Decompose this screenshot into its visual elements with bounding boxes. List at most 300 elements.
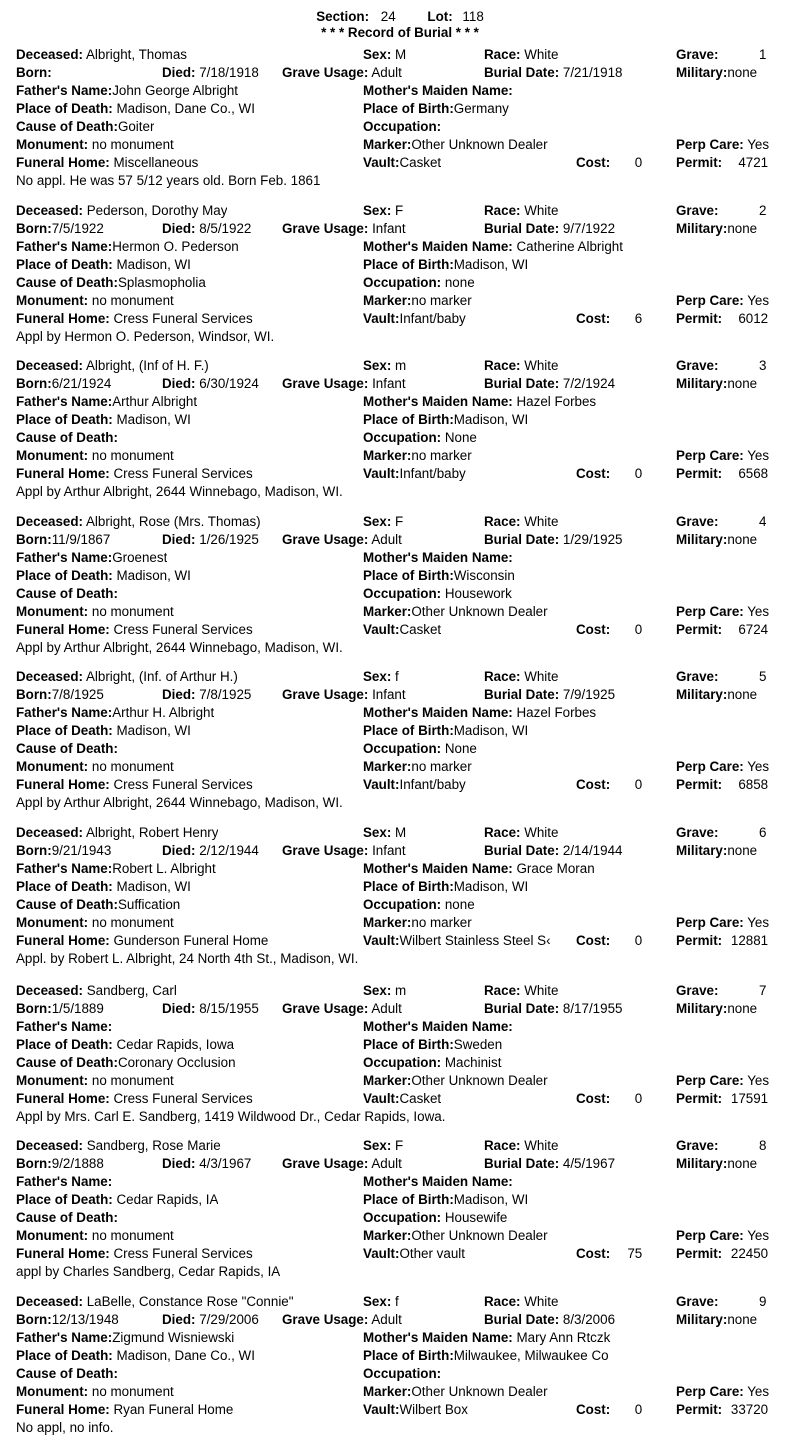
- record-note: [16, 639, 796, 657]
- race-value: White: [524, 47, 559, 62]
- record-line: [16, 878, 796, 896]
- permit-field: [676, 776, 768, 794]
- note-value: Appl by Arthur Albright, 2644 Winnebago, Madison, WI.: [16, 795, 343, 810]
- vault-field: [363, 1245, 573, 1263]
- field-label: Place of Birth:: [363, 1348, 454, 1363]
- cause-of-death-field: [16, 274, 206, 292]
- field-label: Burial Date:: [484, 843, 560, 858]
- field-label: Marker:: [363, 448, 412, 463]
- place-of-death-field: [16, 1191, 218, 1209]
- deceased-field: [16, 824, 218, 842]
- deceased-field: [16, 46, 187, 64]
- record-line: [16, 375, 796, 393]
- field-label: Born:: [16, 376, 52, 391]
- marker-field: [363, 758, 633, 776]
- cost-value: 0: [634, 1402, 643, 1417]
- permit-value: 6012: [738, 311, 769, 326]
- record-line: [16, 860, 796, 878]
- field-label: Occupation:: [363, 586, 442, 601]
- record-line: [16, 1036, 796, 1054]
- race-field: [484, 668, 672, 686]
- grave-value: 3: [758, 358, 767, 373]
- field-label: Place of Death:: [16, 1192, 113, 1207]
- field-label: Died:: [162, 532, 196, 547]
- permit-value: 33720: [730, 1402, 769, 1417]
- race-value: White: [524, 1138, 559, 1153]
- record-line: [16, 465, 796, 483]
- field-label: Place of Birth:: [363, 101, 454, 116]
- field-label: Cause of Death:: [16, 1210, 118, 1225]
- field-label: Grave:: [676, 983, 719, 998]
- grave-usage-field: [282, 64, 402, 82]
- race-field: [484, 357, 672, 375]
- mother-field: [363, 1018, 633, 1036]
- marker-field: [363, 603, 633, 621]
- cost-field: [576, 310, 646, 328]
- field-label: Burial Date:: [484, 532, 560, 547]
- field-label: Deceased:: [16, 1294, 83, 1309]
- place-of-birth-value: Madison, WI: [453, 257, 529, 272]
- record-line: [16, 82, 796, 100]
- grave-field: [676, 668, 766, 686]
- field-label: Father's Name:: [16, 1330, 113, 1345]
- place-of-death-field: [16, 1036, 234, 1054]
- record-line: [16, 842, 796, 860]
- mother-value: Hazel Forbes: [516, 705, 597, 720]
- funeral-home-value: Ryan Funeral Home: [113, 1402, 234, 1417]
- vault-field: [363, 465, 573, 483]
- field-label: Funeral Home:: [16, 777, 110, 792]
- marker-value: Other Unknown Dealer: [411, 1073, 548, 1088]
- vault-value: Infant/baby: [399, 466, 466, 481]
- record-line: [16, 758, 796, 776]
- perp-care-value: Yes: [747, 1073, 770, 1088]
- field-label: Grave:: [676, 47, 719, 62]
- field-label: Grave Usage:: [282, 65, 369, 80]
- cost-value: 0: [634, 466, 643, 481]
- field-label: Grave Usage:: [282, 1312, 369, 1327]
- field-label: Died:: [162, 843, 196, 858]
- field-label: Father's Name:: [16, 861, 113, 876]
- funeral-home-field: [16, 1090, 253, 1108]
- permit-field: [676, 1245, 768, 1263]
- record-line: [16, 1137, 796, 1155]
- cost-value: 75: [627, 1246, 643, 1261]
- cause-of-death-field: [16, 1054, 236, 1072]
- field-label: Grave:: [676, 203, 719, 218]
- record-line: [16, 310, 796, 328]
- deceased-value: Sandberg, Rose Marie: [86, 1138, 221, 1153]
- place-of-birth-field: [363, 722, 633, 740]
- field-label: Deceased:: [16, 825, 83, 840]
- burial-date-field: [484, 842, 672, 860]
- vault-field: [363, 776, 573, 794]
- field-label: Mother's Maiden Name:: [363, 550, 513, 565]
- race-value: White: [524, 1294, 559, 1309]
- born-value: 12/13/1948: [51, 1312, 119, 1327]
- record-note: [16, 172, 796, 190]
- funeral-home-value: Cress Funeral Services: [113, 777, 253, 792]
- field-label: Military:: [676, 1312, 728, 1327]
- died-field: [162, 531, 259, 549]
- deceased-value: Albright, (Inf. of Arthur H.): [85, 669, 238, 684]
- field-label: Sex:: [363, 47, 392, 62]
- record-line: [16, 704, 796, 722]
- mother-field: [363, 1329, 633, 1347]
- sex-value: m: [395, 983, 407, 998]
- record-line: [16, 896, 796, 914]
- cause-of-death-field: [16, 1209, 118, 1227]
- deceased-value: Albright, Rose (Mrs. Thomas): [85, 514, 261, 529]
- field-label: Place of Birth:: [363, 257, 454, 272]
- marker-field: [363, 1383, 633, 1401]
- lot-number: 118: [462, 9, 484, 24]
- funeral-home-field: [16, 932, 268, 950]
- burial-date-field: [484, 1155, 672, 1173]
- race-value: White: [524, 983, 559, 998]
- field-label: Born:: [16, 843, 52, 858]
- field-label: Born:: [16, 532, 52, 547]
- record-line: [16, 740, 796, 758]
- mother-value: Mary Ann Rtczk: [516, 1330, 611, 1345]
- burial-date-field: [484, 64, 672, 82]
- cause-of-death-field: [16, 429, 118, 447]
- race-field: [484, 513, 672, 531]
- marker-value: no marker: [411, 915, 472, 930]
- cause-of-death-field: [16, 118, 154, 136]
- record-line: [16, 776, 796, 794]
- grave-usage-value: Infant: [372, 687, 406, 702]
- occupation-value: Housework: [444, 586, 512, 601]
- died-field: [162, 220, 251, 238]
- field-label: Perp Care:: [676, 604, 744, 619]
- deceased-field: [16, 982, 177, 1000]
- field-label: Perp Care:: [676, 1228, 744, 1243]
- deceased-value: Albright, Thomas: [85, 47, 187, 62]
- place-of-death-field: [16, 567, 191, 585]
- perp-care-value: Yes: [747, 293, 770, 308]
- place-of-birth-value: Madison, WI: [453, 412, 529, 427]
- perp-care-field: [676, 1072, 769, 1090]
- permit-value: 6568: [738, 466, 769, 481]
- grave-field: [676, 1137, 766, 1155]
- record-line: [16, 1054, 796, 1072]
- born-field: [16, 1155, 104, 1173]
- marker-field: [363, 136, 633, 154]
- vault-field: [363, 310, 573, 328]
- perp-care-field: [676, 292, 769, 310]
- field-label: Funeral Home:: [16, 155, 110, 170]
- military-field: [676, 375, 757, 393]
- occupation-field: [363, 274, 633, 292]
- funeral-home-value: Miscellaneous: [113, 155, 199, 170]
- place-of-death-value: Madison, WI: [116, 568, 191, 583]
- record-note: [16, 1419, 796, 1437]
- record-note: [16, 950, 796, 968]
- field-label: Born:: [16, 65, 52, 80]
- funeral-home-field: [16, 1245, 253, 1263]
- field-label: Vault:: [363, 466, 400, 481]
- field-label: Occupation:: [363, 741, 442, 756]
- marker-field: [363, 447, 633, 465]
- record-line: [16, 982, 796, 1000]
- field-label: Grave:: [676, 514, 719, 529]
- place-of-birth-value: Madison, WI: [453, 879, 529, 894]
- record-line: [16, 202, 796, 220]
- died-value: 7/29/2006: [199, 1312, 259, 1327]
- field-label: Grave:: [676, 1138, 719, 1153]
- place-of-death-field: [16, 100, 255, 118]
- place-of-death-value: Madison, WI: [116, 257, 191, 272]
- funeral-home-field: [16, 310, 253, 328]
- field-label: Funeral Home:: [16, 311, 110, 326]
- born-field: [16, 1311, 119, 1329]
- record-line: [16, 686, 796, 704]
- race-field: [484, 982, 672, 1000]
- field-label: Father's Name:: [16, 239, 113, 254]
- vault-field: [363, 1401, 573, 1419]
- sex-value: f: [395, 1294, 399, 1309]
- record-line: [16, 118, 796, 136]
- place-of-birth-field: [363, 878, 633, 896]
- record-note: [16, 328, 796, 346]
- sex-value: F: [395, 1138, 404, 1153]
- field-label: Race:: [484, 203, 521, 218]
- field-label: Military:: [676, 843, 728, 858]
- record-line: [16, 1329, 796, 1347]
- place-of-birth-value: Milwaukee, Milwaukee Co: [453, 1348, 609, 1363]
- record-line: [16, 1000, 796, 1018]
- note-value: Appl. by Robert L. Albright, 24 North 4th St., Madison, WI.: [16, 951, 359, 966]
- born-field: [16, 1000, 104, 1018]
- field-label: Burial Date:: [484, 65, 560, 80]
- note-value: Appl by Arthur Albright, 2644 Winnebago, Madison, WI.: [16, 484, 343, 499]
- place-of-birth-field: [363, 100, 633, 118]
- field-label: Vault:: [363, 311, 400, 326]
- grave-value: 1: [758, 47, 767, 62]
- permit-field: [676, 932, 768, 950]
- place-of-death-value: Madison, Dane Co., WI: [116, 101, 255, 116]
- father-value: Hermon O. Pederson: [112, 239, 239, 254]
- field-label: Perp Care:: [676, 293, 744, 308]
- note-value: Appl by Hermon O. Pederson, Windsor, WI.: [16, 329, 275, 344]
- military-value: none: [727, 376, 758, 391]
- cause-value: Goiter: [117, 119, 155, 134]
- burial-record-grave-5: [16, 668, 796, 808]
- grave-usage-value: Infant: [372, 221, 406, 236]
- field-label: Burial Date:: [484, 1156, 560, 1171]
- field-label: Perp Care:: [676, 1073, 744, 1088]
- grave-field: [676, 982, 766, 1000]
- sex-field: [363, 513, 483, 531]
- field-label: Race:: [484, 1294, 521, 1309]
- field-label: Grave:: [676, 825, 719, 840]
- field-label: Monument:: [16, 604, 89, 619]
- field-label: Funeral Home:: [16, 1091, 110, 1106]
- field-label: Cause of Death:: [16, 430, 118, 445]
- mother-field: [363, 82, 633, 100]
- military-field: [676, 1155, 757, 1173]
- monument-field: [16, 914, 174, 932]
- father-value: John George Albright: [112, 83, 239, 98]
- field-label: Monument:: [16, 1384, 89, 1399]
- father-field: [16, 82, 238, 100]
- field-label: Mother's Maiden Name:: [363, 1174, 513, 1189]
- field-label: Place of Birth:: [363, 412, 454, 427]
- died-field: [162, 375, 259, 393]
- place-of-birth-value: Wisconsin: [453, 568, 515, 583]
- died-value: 6/30/1924: [199, 376, 259, 391]
- occupation-field: [363, 740, 633, 758]
- field-label: Funeral Home:: [16, 466, 110, 481]
- cause-of-death-field: [16, 896, 180, 914]
- mother-field: [363, 393, 633, 411]
- vault-value: Casket: [399, 1091, 442, 1106]
- sex-value: f: [395, 669, 399, 684]
- burial-record-grave-3: [16, 357, 796, 497]
- permit-value: 6724: [738, 622, 769, 637]
- funeral-home-field: [16, 621, 253, 639]
- field-label: Cause of Death:: [16, 275, 118, 290]
- burial-date-field: [484, 686, 672, 704]
- field-label: Deceased:: [16, 514, 83, 529]
- burial-record-grave-4: [16, 513, 796, 653]
- grave-usage-value: Adult: [371, 1312, 402, 1327]
- deceased-field: [16, 357, 209, 375]
- field-label: Father's Name:: [16, 1174, 113, 1189]
- cost-value: 0: [634, 1091, 643, 1106]
- grave-value: 7: [758, 983, 767, 998]
- perp-care-field: [676, 914, 769, 932]
- permit-field: [676, 310, 768, 328]
- field-label: Cost:: [576, 1091, 611, 1106]
- field-label: Cost:: [576, 622, 611, 637]
- sex-field: [363, 668, 483, 686]
- marker-value: no marker: [411, 293, 472, 308]
- cost-value: 0: [634, 622, 643, 637]
- grave-value: 6: [758, 825, 767, 840]
- grave-usage-value: Infant: [372, 843, 406, 858]
- field-label: Monument:: [16, 137, 89, 152]
- perp-care-field: [676, 1383, 769, 1401]
- record-line: [16, 1401, 796, 1419]
- sex-value: F: [395, 514, 404, 529]
- record-line: [16, 154, 796, 172]
- race-field: [484, 1137, 672, 1155]
- grave-usage-value: Adult: [371, 1156, 402, 1171]
- race-value: White: [524, 514, 559, 529]
- cost-value: 0: [634, 155, 643, 170]
- born-value: 9/21/1943: [51, 843, 112, 858]
- born-field: [16, 686, 104, 704]
- mother-field: [363, 238, 633, 256]
- field-label: Race:: [484, 358, 521, 373]
- burial-record-grave-9: [16, 1293, 796, 1433]
- burial-date-value: 8/3/2006: [562, 1312, 616, 1327]
- record-line: [16, 274, 796, 292]
- deceased-value: Pederson, Dorothy May: [86, 203, 228, 218]
- born-value: 11/9/1867: [51, 532, 111, 547]
- deceased-field: [16, 513, 261, 531]
- record-line: [16, 64, 796, 82]
- military-value: none: [727, 843, 758, 858]
- record-note: [16, 1108, 796, 1126]
- field-label: Died:: [162, 65, 196, 80]
- field-label: Deceased:: [16, 983, 83, 998]
- funeral-home-value: Cress Funeral Services: [113, 466, 253, 481]
- mother-value: Catherine Albright: [516, 239, 623, 254]
- occupation-field: [363, 1365, 633, 1383]
- place-of-birth-value: Germany: [453, 101, 509, 116]
- field-label: Permit:: [676, 466, 723, 481]
- field-label: Military:: [676, 532, 728, 547]
- perp-care-value: Yes: [747, 759, 770, 774]
- deceased-value: Albright, Robert Henry: [85, 825, 219, 840]
- cost-field: [576, 621, 646, 639]
- vault-field: [363, 154, 573, 172]
- record-line: [16, 722, 796, 740]
- field-label: Monument:: [16, 915, 89, 930]
- field-label: Vault:: [363, 155, 400, 170]
- vault-value: Casket: [399, 622, 442, 637]
- father-field: [16, 238, 239, 256]
- record-line: [16, 932, 796, 950]
- grave-field: [676, 1293, 766, 1311]
- military-value: none: [727, 532, 758, 547]
- place-of-death-value: Madison, WI: [116, 879, 191, 894]
- monument-field: [16, 1227, 174, 1245]
- field-label: Permit:: [676, 933, 723, 948]
- mother-value: Hazel Forbes: [516, 394, 597, 409]
- deceased-field: [16, 1137, 221, 1155]
- lot-label: Lot:: [427, 9, 453, 24]
- vault-field: [363, 621, 573, 639]
- father-value: Zigmund Wisniewski: [112, 1330, 235, 1345]
- record-line: [16, 513, 796, 531]
- section-number: 24: [380, 9, 396, 24]
- record-line: [16, 238, 796, 256]
- field-label: Monument:: [16, 1073, 89, 1088]
- race-value: White: [524, 358, 559, 373]
- place-of-birth-field: [363, 1191, 633, 1209]
- perp-care-value: Yes: [747, 448, 770, 463]
- burial-date-value: 1/29/1925: [562, 532, 623, 547]
- record-note: [16, 1263, 796, 1281]
- marker-field: [363, 1072, 633, 1090]
- military-value: none: [727, 687, 758, 702]
- field-label: Mother's Maiden Name:: [363, 1019, 513, 1034]
- died-field: [162, 686, 251, 704]
- vault-value: Casket: [399, 155, 442, 170]
- field-label: Cost:: [576, 777, 611, 792]
- died-value: 2/12/1944: [199, 843, 259, 858]
- occupation-field: [363, 429, 633, 447]
- field-label: Born:: [16, 1001, 52, 1016]
- grave-usage-field: [282, 1000, 402, 1018]
- cost-field: [576, 932, 646, 950]
- field-label: Place of Death:: [16, 1348, 113, 1363]
- born-value: 9/2/1888: [51, 1156, 104, 1171]
- grave-usage-value: Adult: [371, 65, 402, 80]
- perp-care-field: [676, 136, 769, 154]
- monument-field: [16, 447, 174, 465]
- field-label: Died:: [162, 1001, 196, 1016]
- field-label: Marker:: [363, 1073, 412, 1088]
- field-label: Place of Birth:: [363, 568, 454, 583]
- field-label: Vault:: [363, 1246, 400, 1261]
- record-line: [16, 136, 796, 154]
- military-field: [676, 686, 757, 704]
